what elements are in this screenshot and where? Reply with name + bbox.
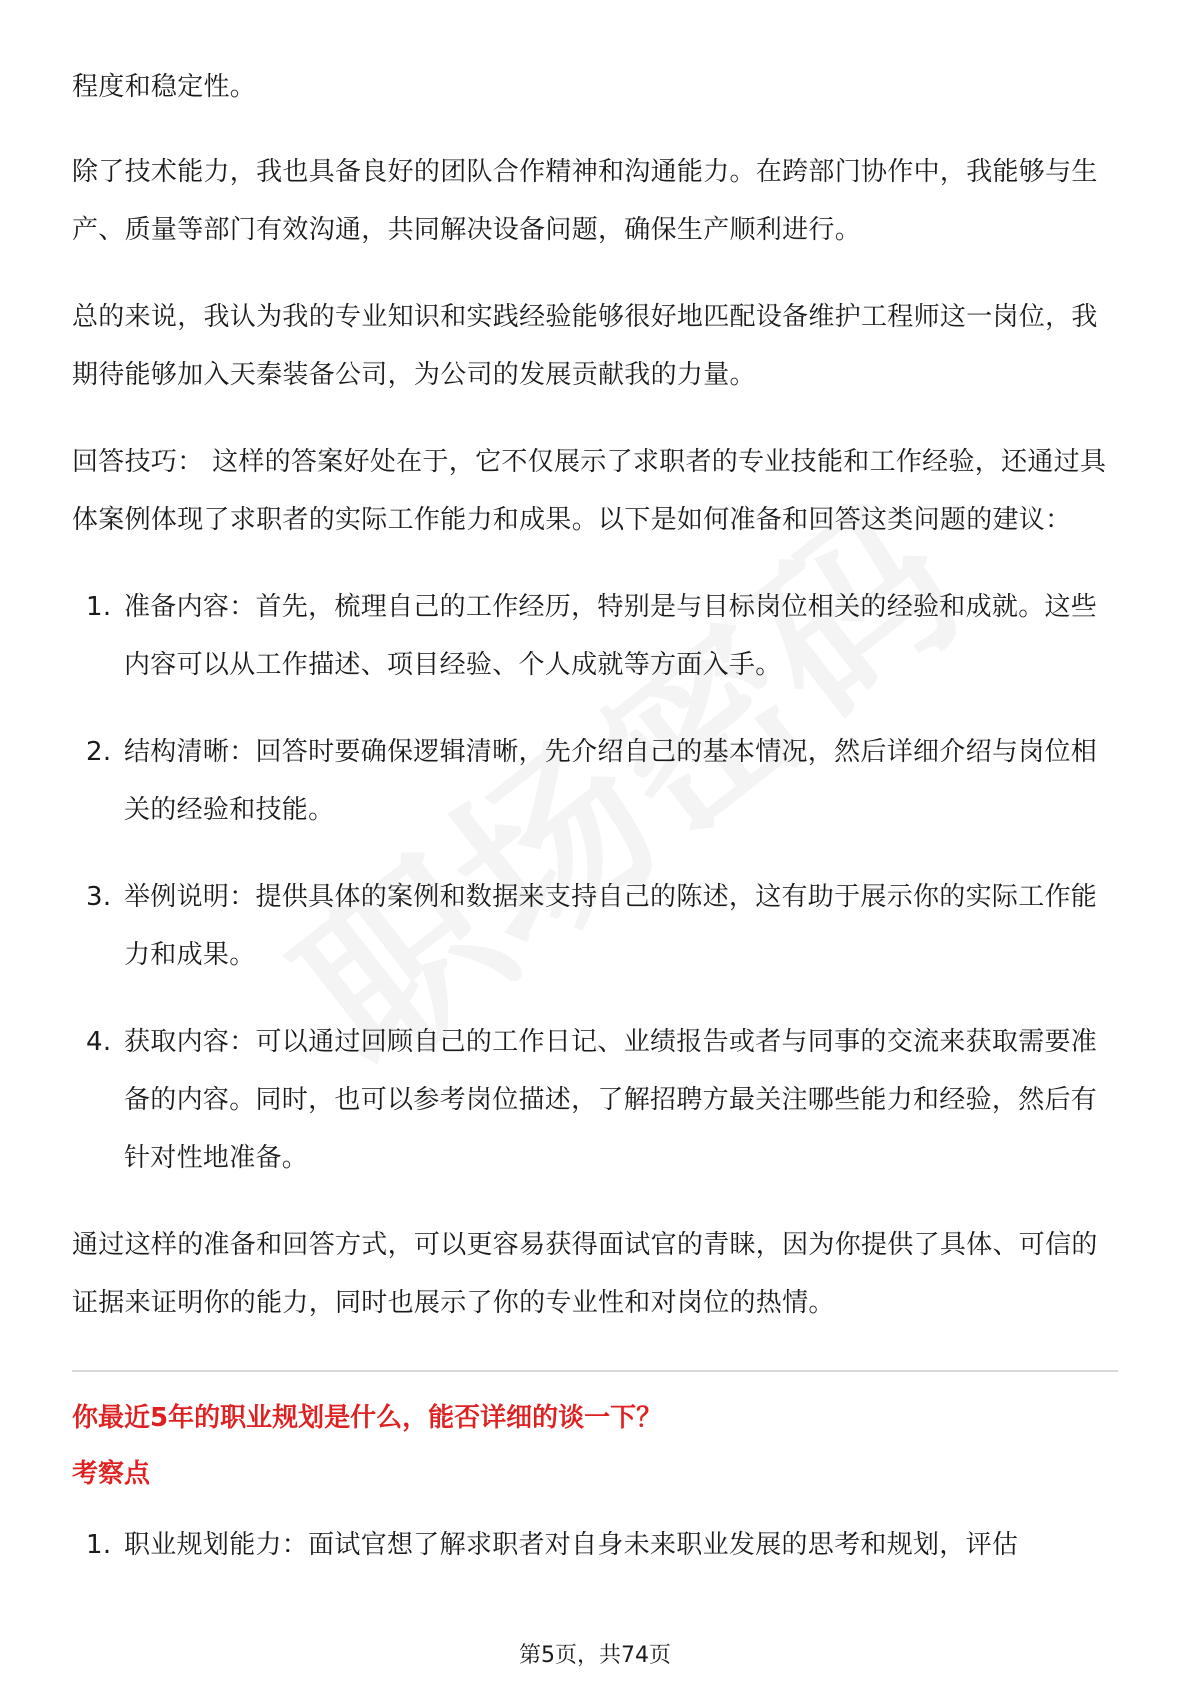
list-item [72, 578, 1118, 694]
list-item-text: 结构清晰：回答时要确保逻辑清晰，先介绍自己的基本情况，然后详细介绍与岗位相关的经验和技能。 [124, 737, 1098, 825]
section-divider [72, 1370, 1118, 1372]
list-item-number: 4. [86, 1027, 112, 1057]
list-item-text: 准备内容：首先，梳理自己的工作经历，特别是与目标岗位相关的经验和成就。这些内容可以从工作描述、项目经验、个人成就等方面入手。 [124, 592, 1098, 680]
question-heading: 你最近5年的职业规划是什么，能否详细的谈一下？ [72, 1403, 663, 1433]
list-item-text: 举例说明：提供具体的案例和数据来支持自己的陈述，这有助于展示你的实际工作能力和成果。 [124, 882, 1098, 970]
page-content [72, 58, 1118, 1603]
paragraph-teamwork: 除了技术能力，我也具备良好的团队合作精神和沟通能力。在跨部门协作中，我能够与生产、质量等部门有效沟通，共同解决设备问题，确保生产顺利进行。 [72, 157, 1098, 245]
list-item [72, 1013, 1118, 1187]
list-item-number: 2. [86, 737, 112, 767]
list-item-text: 职业规划能力：面试官想了解求职者对自身未来职业发展的思考和规划，评估 [124, 1530, 1019, 1560]
list-item-number: 1. [86, 1530, 112, 1560]
assessment-list [72, 1516, 1118, 1574]
paragraph-continuation: 程度和稳定性。 [72, 72, 257, 102]
list-item-number: 1. [86, 592, 112, 622]
list-item-number: 3. [86, 882, 112, 912]
list-item [72, 723, 1118, 839]
paragraph-answer-tips: 回答技巧： 这样的答案好处在于，它不仅展示了求职者的专业技能和工作经验，还通过具体案例体现了求职者的实际工作能力和成果。以下是如何准备和回答这类问题的建议： [72, 447, 1107, 535]
assessment-points-heading: 考察点 [72, 1459, 151, 1489]
paragraph-closing: 通过这样的准备和回答方式，可以更容易获得面试官的青睐，因为你提供了具体、可信的证据来证明你的能力，同时也展示了你的专业性和对岗位的热情。 [72, 1230, 1098, 1318]
tips-list [72, 578, 1118, 1187]
list-item [72, 1516, 1118, 1574]
list-item [72, 868, 1118, 984]
page-number-footer: 第5页，共74页 [519, 1643, 671, 1668]
list-item-text: 获取内容：可以通过回顾自己的工作日记、业绩报告或者与同事的交流来获取需要准备的内容。同时，也可以参考岗位描述，了解招聘方最关注哪些能力和经验，然后有针对性地准备。 [124, 1027, 1098, 1173]
paragraph-summary: 总的来说，我认为我的专业知识和实践经验能够很好地匹配设备维护工程师这一岗位，我期待能够加入天秦装备公司，为公司的发展贡献我的力量。 [72, 302, 1098, 390]
